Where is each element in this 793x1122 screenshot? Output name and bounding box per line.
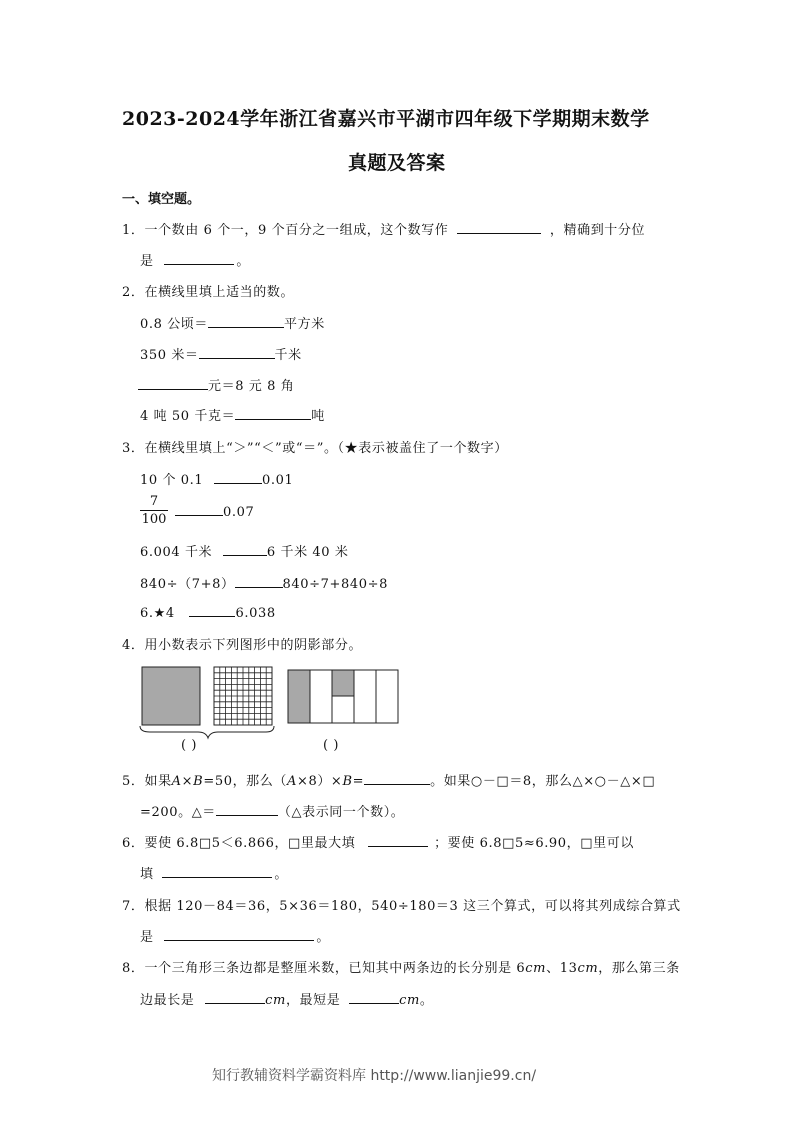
full-square — [142, 667, 200, 725]
q6-text-d: 。 — [274, 867, 288, 882]
q5-text-g: （△表示同一个数）。 — [277, 805, 405, 820]
q7-blank-1[interactable] — [164, 928, 314, 941]
q3-blank-3[interactable] — [223, 543, 267, 556]
q8-blank-2[interactable] — [349, 991, 399, 1004]
q3-row-2 — [175, 503, 254, 520]
unit-cm-1: cm — [525, 961, 547, 976]
q2-blank-2[interactable] — [199, 346, 275, 359]
q1-text-c: 是 — [140, 254, 154, 269]
q2-row-4 — [140, 405, 325, 424]
q3-row-3 — [140, 541, 349, 560]
question-3: 3．在横线里填上“＞”“＜”或“＝”。（★表示被盖住了一个数字） — [122, 441, 508, 456]
q2-blank-3[interactable] — [138, 377, 208, 390]
question-7: 7．根据 120－84＝36，5×36＝180，540÷180＝3 这三个算式，可以将其列成综合算式 — [122, 899, 681, 914]
q2-r2-text: 350 米＝ — [140, 348, 199, 363]
q3-r2-right: 0.07 — [223, 505, 255, 520]
q2-row-3 — [138, 375, 294, 394]
q5-text-e: 。如果○－□＝8，那么△×○－△×□ — [430, 774, 656, 789]
question-8-line2 — [140, 989, 434, 1008]
q8-text-f: 。 — [419, 993, 434, 1008]
q6-text-a: 6．要使 6.8□5＜6.866，□里最大填 — [122, 836, 356, 851]
q3-blank-2[interactable] — [175, 503, 223, 516]
question-2: 2．在横线里填上适当的数。 — [122, 285, 295, 300]
question-6 — [122, 832, 634, 851]
q1-text-a: 1．一个数由 6 个一，9 个百分之一组成，这个数写作 — [122, 223, 449, 238]
question-1-line2 — [140, 250, 250, 269]
fraction-numerator: 7 — [149, 494, 159, 509]
question-4: 4．用小数表示下列图形中的阴影部分。 — [122, 638, 363, 653]
q5-text-a: 5．如果 — [122, 774, 172, 789]
q3-r3-right: 6 千米 40 米 — [266, 545, 349, 560]
unit-cm-4: cm — [399, 993, 420, 1008]
q4-answer-2[interactable]: ( ) — [323, 738, 340, 753]
q1-text-b: ，精确到十分位 — [549, 223, 646, 238]
q6-blank-1[interactable] — [368, 834, 428, 847]
section-heading: 一、填空题。 — [122, 192, 201, 207]
q8-text-a: 8．一个三角形三条边都是整厘米数，已知其中两条边的长分别是 6 — [122, 961, 526, 976]
q3-row-5 — [140, 604, 276, 621]
unit-cm-2: cm — [577, 961, 599, 976]
shaded-figures — [130, 660, 420, 760]
strip-rectangle — [288, 670, 398, 723]
question-7-line2 — [140, 926, 330, 945]
q7-text-d: 。 — [316, 930, 330, 945]
var-a-2: A — [286, 774, 297, 789]
var-a: A — [171, 774, 182, 789]
q3-r5-left: 6.★4 — [140, 606, 175, 621]
q3-blank-4[interactable] — [235, 575, 283, 588]
q2-r4-text: 4 吨 50 千克＝ — [140, 409, 236, 424]
q8-text-d: 边最长是 — [140, 993, 195, 1008]
q2-row-2 — [140, 344, 302, 363]
question-5 — [122, 770, 655, 789]
q5-text-d: = — [352, 774, 365, 789]
q3-r4-left: 840÷（7+8） — [140, 577, 235, 592]
page-title-line2: 真题及答案 — [348, 152, 446, 174]
brace — [140, 726, 274, 738]
q5-blank-2[interactable] — [216, 803, 278, 816]
q6-text-c: 填 — [140, 867, 154, 882]
q3-row-1 — [140, 469, 293, 488]
q8-text-c: ，那么第三条 — [598, 961, 680, 976]
fraction-denominator: 100 — [141, 512, 167, 527]
page-title-line1: 2023-2024学年浙江省嘉兴市平湖市四年级下学期期末数学 — [122, 108, 650, 130]
q8-text-e: ，最短是 — [285, 993, 341, 1008]
question-5-line2 — [140, 801, 404, 820]
q2-r1-text: 0.8 公顷＝ — [140, 317, 209, 332]
q3-r4-right: 840÷7+840÷8 — [282, 577, 388, 592]
unit-cm-3: cm — [265, 993, 286, 1008]
q4-answer-1[interactable]: ( ) — [181, 738, 198, 753]
q6-blank-2[interactable] — [162, 865, 272, 878]
q5-blank-1[interactable] — [364, 772, 430, 785]
q2-blank-1[interactable] — [208, 315, 284, 328]
q3-row-4 — [140, 573, 388, 592]
q3-r3-left: 6.004 千米 — [140, 545, 213, 560]
q2-r3-text: 元＝8 元 8 角 — [208, 379, 295, 394]
q1-blank-1[interactable] — [457, 221, 541, 234]
q7-text-c: 是 — [140, 930, 154, 945]
q2-blank-4[interactable] — [235, 407, 311, 420]
q3-fraction — [140, 494, 168, 527]
q3-r5-right: 6.038 — [235, 606, 276, 621]
q5-text-f: =200。△＝ — [140, 805, 216, 820]
q2-r4-unit: 吨 — [311, 409, 325, 424]
question-1 — [122, 219, 645, 238]
q5-text-c: ×8）× — [296, 774, 343, 789]
q5-text-b: =50，那么（ — [203, 774, 287, 789]
footer-watermark[interactable]: 知行教辅资料学霸资料库 http://www.lianjie99.cn/ — [212, 1068, 537, 1084]
times-sign: × — [181, 774, 194, 789]
q6-text-b: ；要使 6.8□5≈6.90，□里可以 — [434, 836, 634, 851]
q3-blank-1[interactable] — [214, 471, 262, 484]
q2-row-1 — [140, 313, 325, 332]
q8-blank-1[interactable] — [205, 991, 265, 1004]
q3-blank-5[interactable] — [189, 604, 235, 617]
q1-blank-2[interactable] — [164, 252, 234, 265]
q8-text-b: 、13 — [546, 961, 578, 976]
q2-r2-unit: 千米 — [274, 348, 302, 363]
grid-square — [214, 667, 272, 725]
question-8 — [122, 957, 680, 976]
q1-text-d: 。 — [236, 254, 250, 269]
q2-r1-unit: 平方米 — [284, 317, 325, 332]
var-b: B — [193, 774, 204, 789]
q3-r1-right: 0.01 — [262, 473, 294, 488]
var-b-2: B — [342, 774, 353, 789]
q3-r1-left: 10 个 0.1 — [140, 473, 204, 488]
question-6-line2 — [140, 863, 288, 882]
